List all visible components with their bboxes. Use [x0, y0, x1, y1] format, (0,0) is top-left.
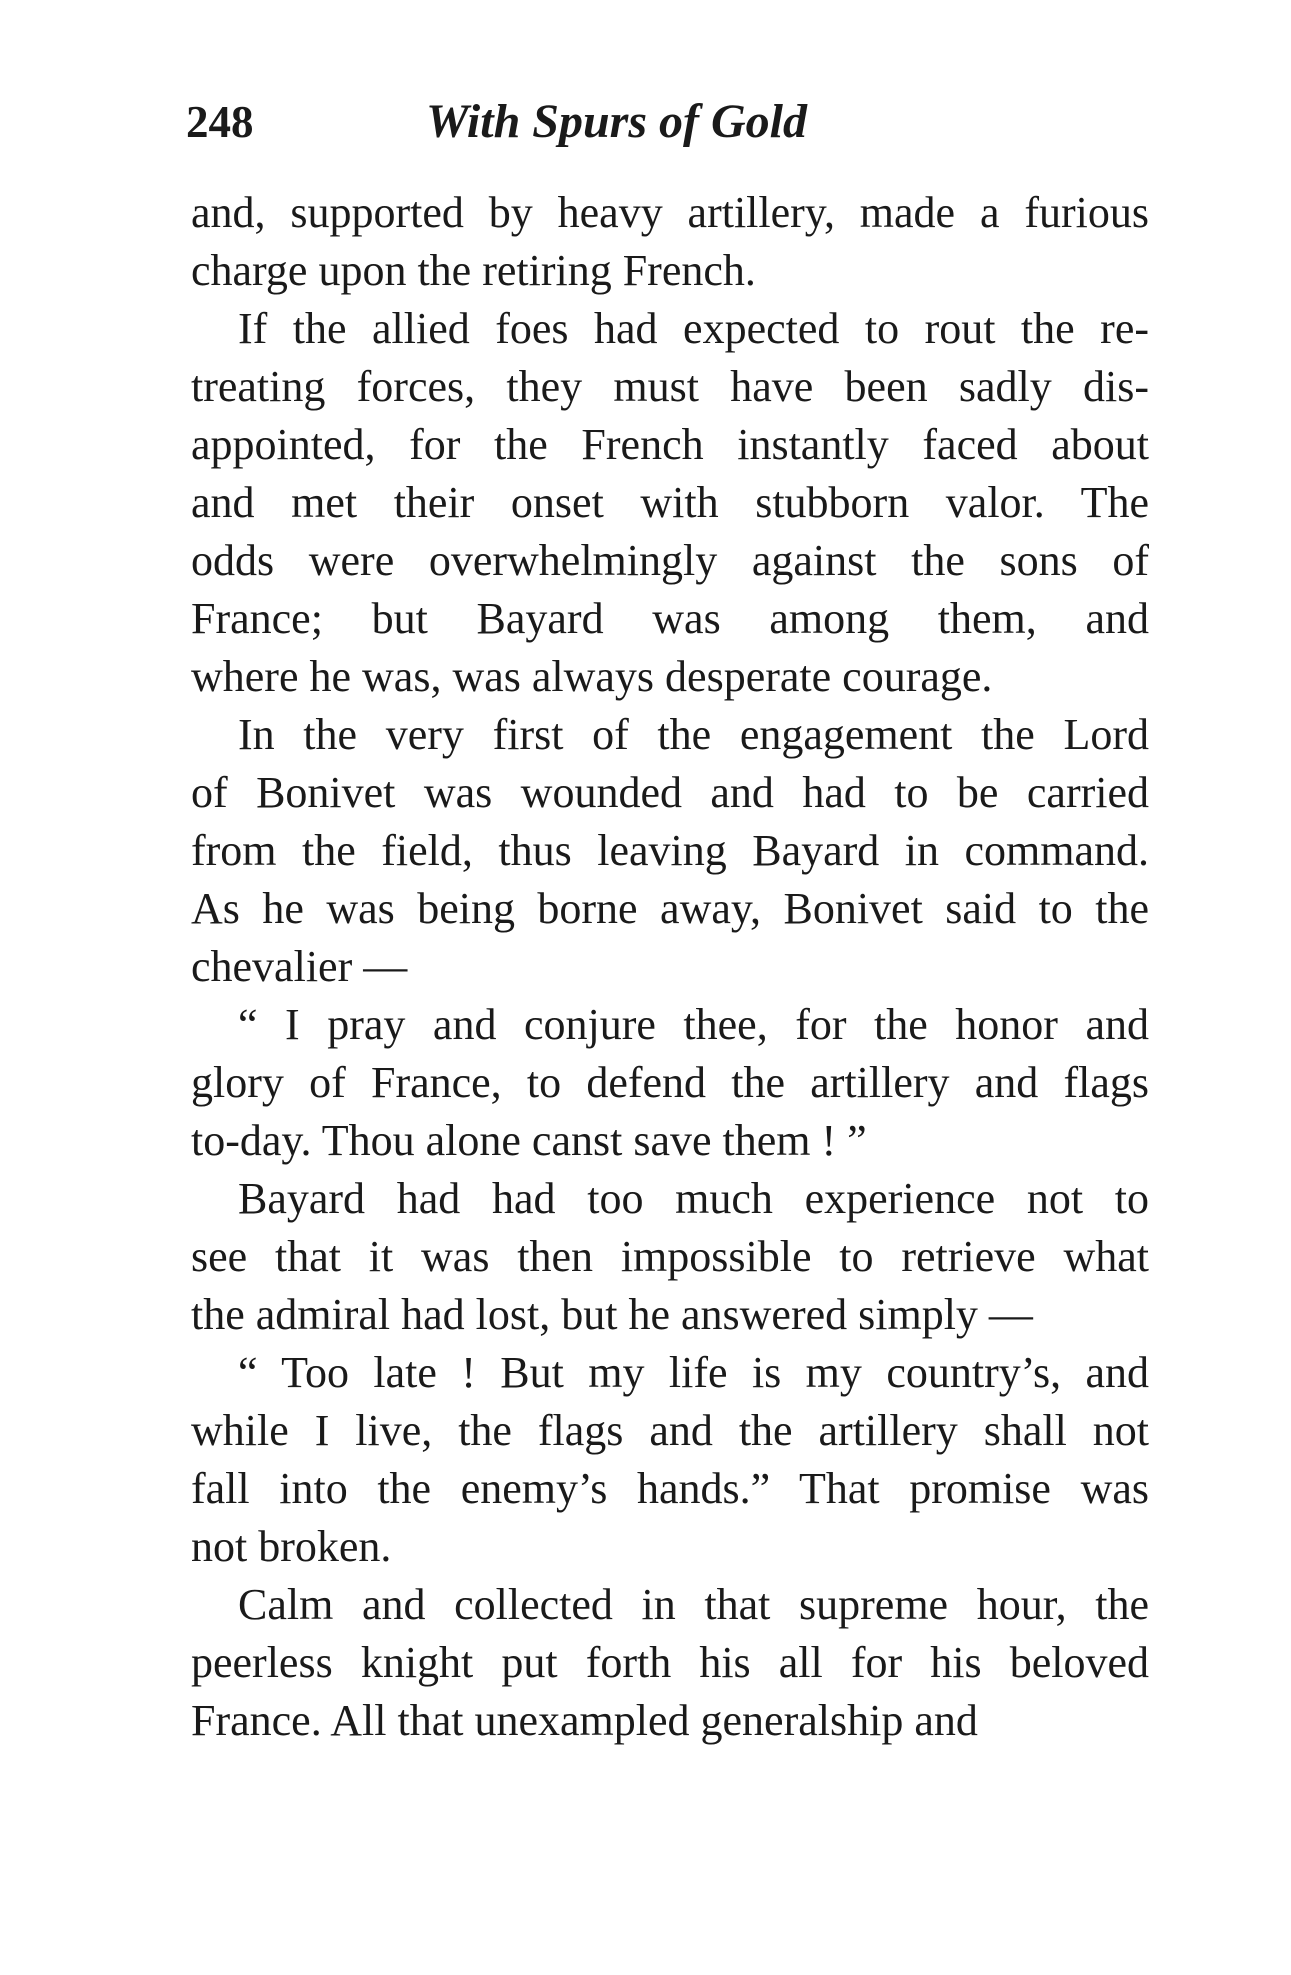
text-line: where he was, was always desperate courage.: [191, 652, 993, 701]
text-line: fall into the enemy’s hands.” That promise was: [191, 1464, 1149, 1513]
text-line: the admiral had lost, but he answered simply —: [191, 1290, 1033, 1339]
text-line: and met their onset with stubborn valor. The: [191, 478, 1149, 527]
paragraph: [191, 996, 1149, 1170]
running-head: [186, 92, 986, 152]
text-line: chevalier —: [191, 942, 408, 991]
text-line: Calm and collected in that supreme hour, the: [238, 1580, 1149, 1629]
page-number: 248: [186, 97, 254, 147]
text-line: peerless knight put forth his all for his beloved: [191, 1638, 1149, 1687]
text-line: see that it was then impossible to retrieve what: [191, 1232, 1149, 1281]
text-line: not broken.: [191, 1522, 392, 1571]
text-line: odds were overwhelmingly against the sons of: [191, 536, 1149, 585]
paragraph: [191, 300, 1149, 706]
text-line: to-day. Thou alone canst save them ! ”: [191, 1116, 867, 1165]
text-line: “ I pray and conjure thee, for the honor and: [238, 1000, 1149, 1049]
text-line: In the very first of the engagement the Lord: [238, 710, 1149, 759]
text-line: France; but Bayard was among them, and: [191, 594, 1149, 643]
text-line: glory of France, to defend the artillery and flags: [191, 1058, 1149, 1107]
text-line: from the field, thus leaving Bayard in command.: [191, 826, 1149, 875]
text-line: and, supported by heavy artillery, made a furious: [191, 188, 1149, 237]
text-line: appointed, for the French instantly faced about: [191, 420, 1149, 469]
paragraph: [191, 1344, 1149, 1576]
text-line: France. All that unexampled generalship and: [191, 1696, 978, 1745]
text-line: Bayard had had too much experience not to: [238, 1174, 1149, 1223]
paragraph: [191, 706, 1149, 996]
text-line: of Bonivet was wounded and had to be carried: [191, 768, 1149, 817]
body-text: [191, 184, 1149, 1750]
text-line: If the allied foes had expected to rout the re-: [238, 304, 1149, 353]
paragraph: [191, 184, 1149, 300]
text-line: As he was being borne away, Bonivet said to the: [191, 884, 1149, 933]
paragraph: [191, 1576, 1149, 1750]
text-line: charge upon the retiring French.: [191, 246, 756, 295]
text-line: treating forces, they must have been sadly dis-: [191, 362, 1149, 411]
paragraph: [191, 1170, 1149, 1344]
text-line: while I live, the flags and the artillery shall not: [191, 1406, 1149, 1455]
book-title: With Spurs of Gold: [426, 95, 807, 148]
text-line: “ Too late ! But my life is my country’s, and: [238, 1348, 1149, 1397]
